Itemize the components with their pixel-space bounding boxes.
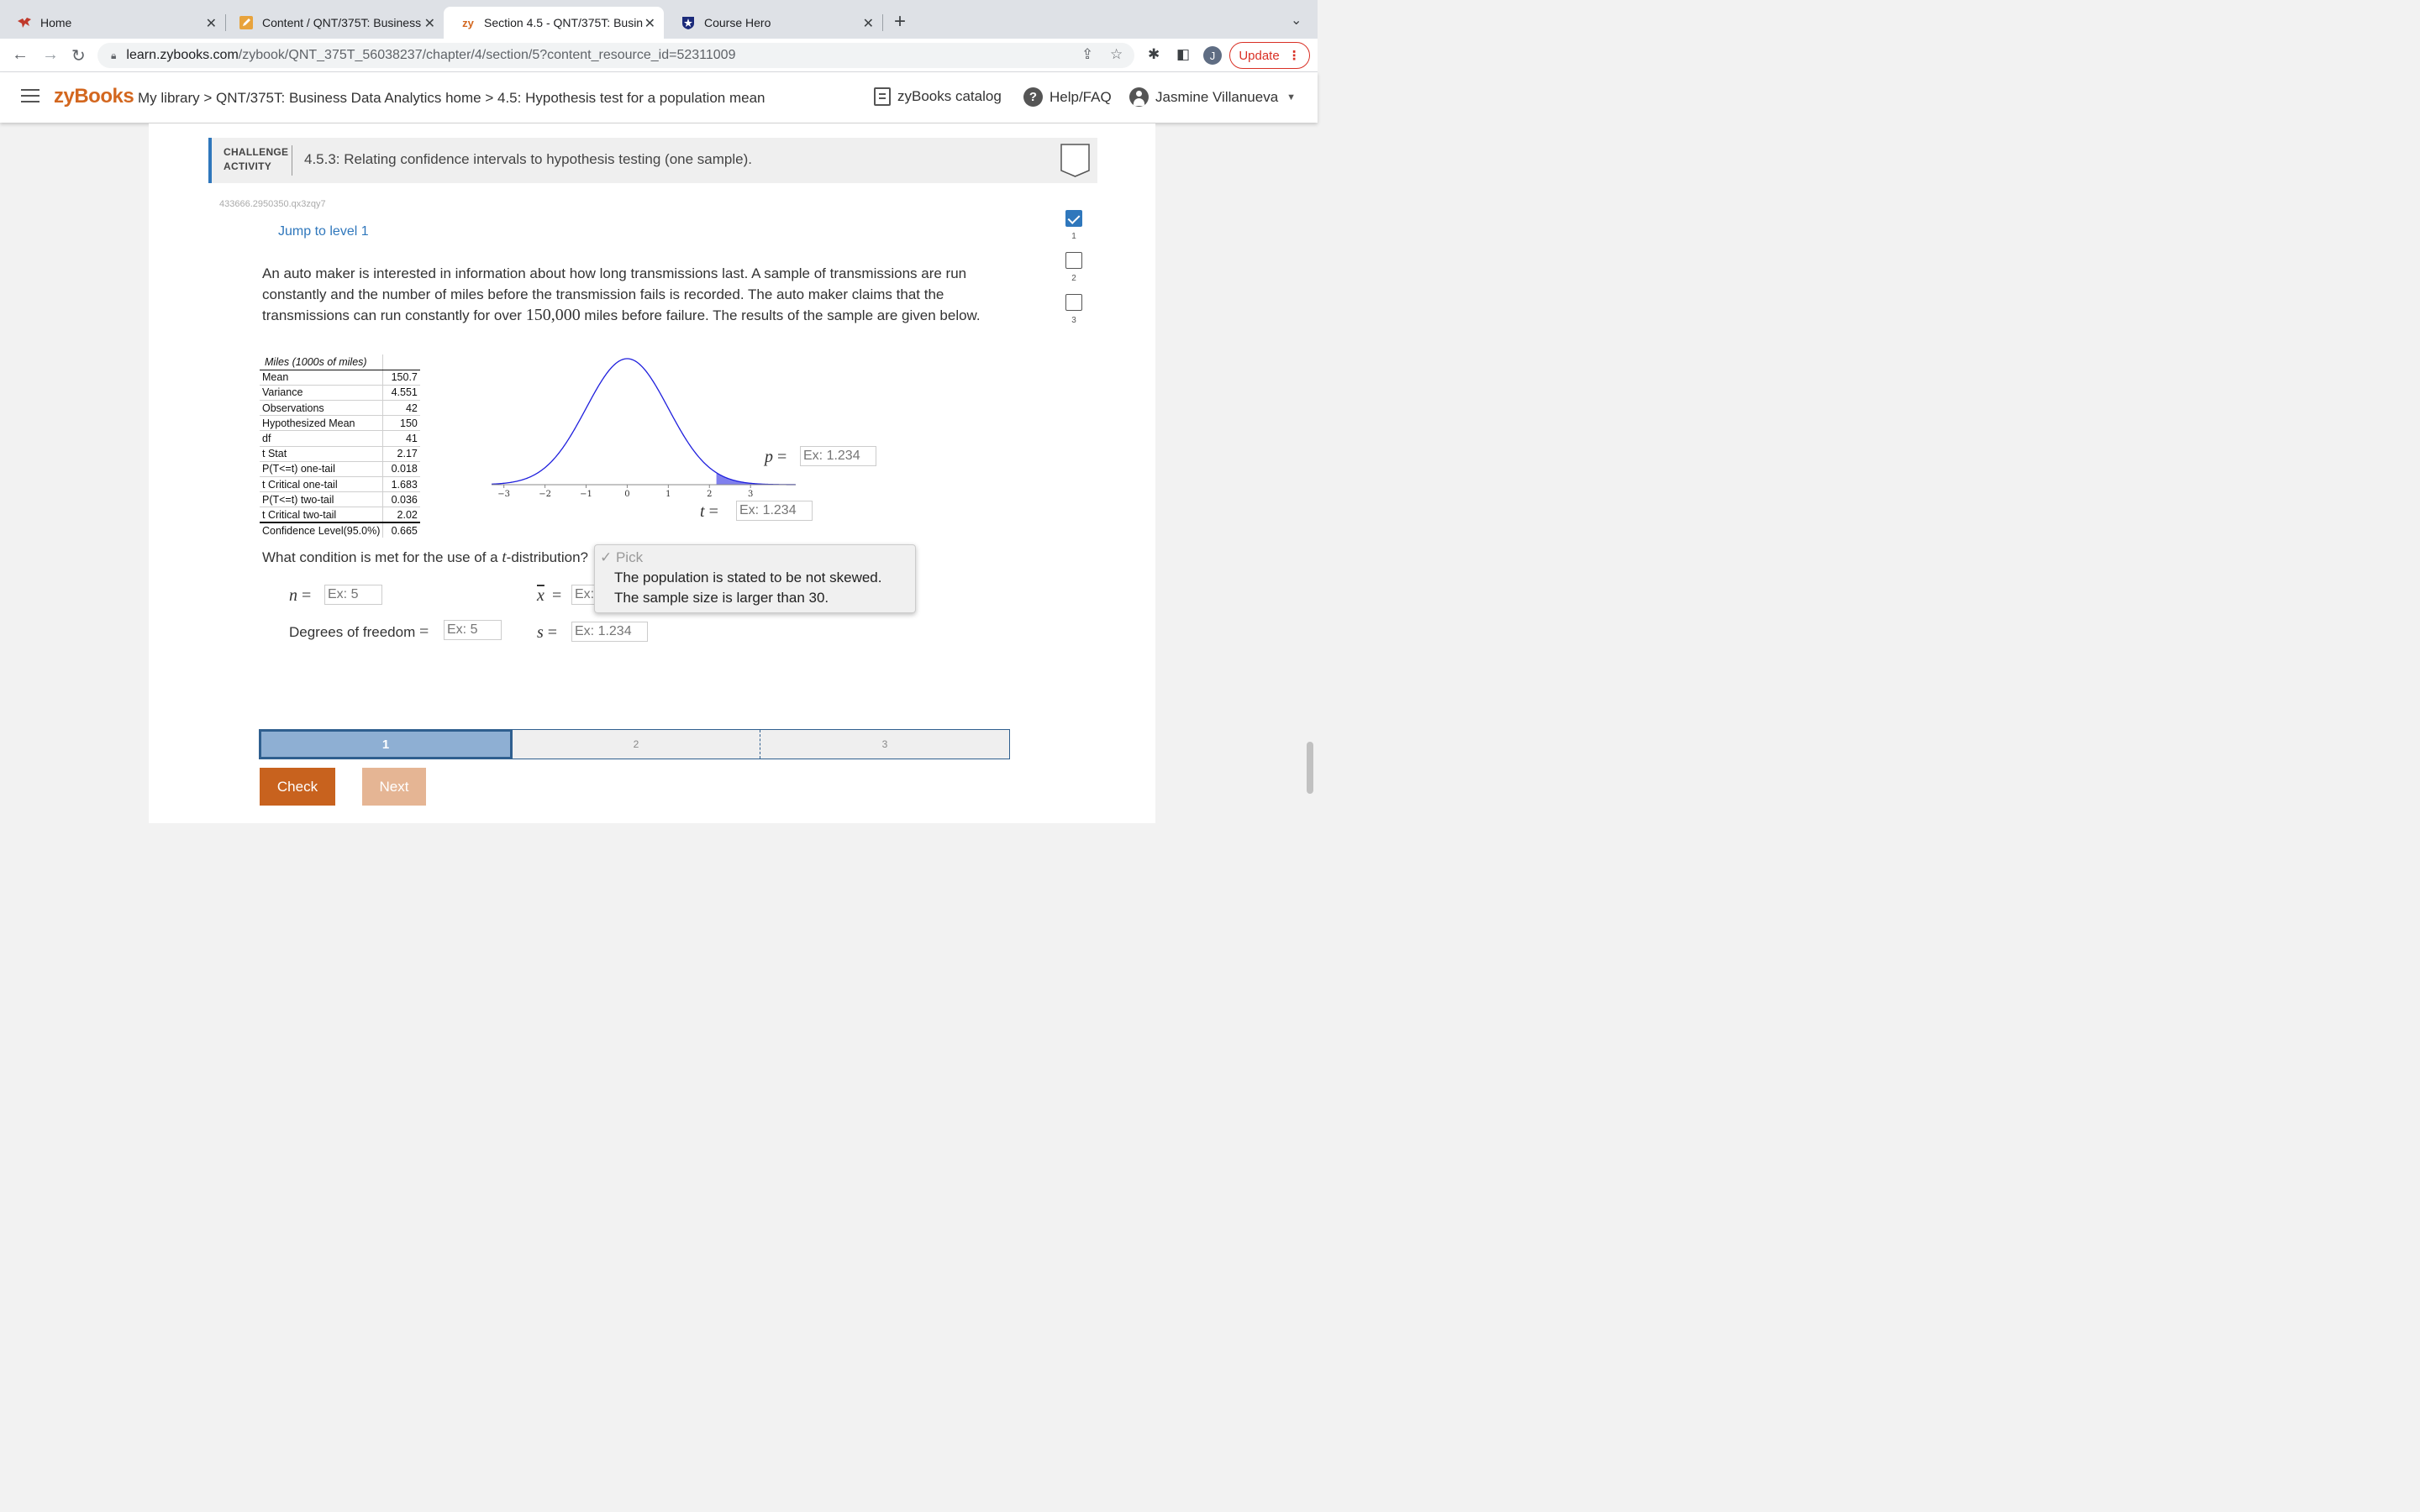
url-domain: learn.zybooks.com	[126, 48, 239, 62]
row-label: Variance	[260, 385, 383, 400]
table-row	[260, 461, 420, 476]
close-icon[interactable]: ✕	[424, 17, 435, 31]
pencil-icon	[239, 15, 254, 30]
x-tick-label: −1	[580, 490, 592, 499]
row-label: Mean	[260, 370, 383, 385]
check-button[interactable]: Check	[260, 768, 335, 806]
share-icon[interactable]: ⇪	[1081, 46, 1094, 62]
row-label: P(T<=t) one-tail	[260, 461, 383, 476]
level-number: 3	[1071, 316, 1076, 325]
xbar-symbol: $\overline{x}$	[537, 586, 544, 605]
lock-icon: 🔒︎	[111, 49, 117, 61]
next-button[interactable]: Next	[362, 768, 426, 806]
star-icon[interactable]: ☆	[1110, 46, 1123, 62]
user-icon	[1129, 87, 1149, 107]
x-tick-label: 1	[666, 490, 671, 499]
caret-down-icon: ▼	[1286, 92, 1297, 102]
sample-sd-input[interactable]	[571, 622, 648, 642]
row-value: 0.018	[383, 461, 420, 476]
browser-tab-bar	[0, 0, 1318, 39]
table-row	[260, 416, 420, 431]
row-value: 1.683	[383, 477, 420, 492]
zy-icon: zy	[462, 16, 474, 29]
help-label: Help/FAQ	[1050, 88, 1112, 105]
row-value: 0.036	[383, 492, 420, 507]
tab-separator	[882, 14, 883, 31]
summary-stats-table	[260, 354, 420, 538]
x-tick-label: 2	[707, 490, 713, 499]
t-label	[700, 502, 718, 522]
condition-dropdown[interactable]	[594, 544, 916, 613]
row-value: 150.7	[383, 370, 420, 385]
url-field[interactable]	[97, 43, 1134, 68]
forward-icon[interactable]: →	[42, 45, 59, 64]
table-row	[260, 522, 420, 538]
problem-text	[262, 264, 1010, 327]
close-icon[interactable]: ✕	[644, 17, 655, 31]
dropdown-placeholder: ✓ Pick	[600, 549, 644, 565]
row-label: t Stat	[260, 446, 383, 461]
row-value: 4.551	[383, 385, 420, 400]
equals-sign: =	[708, 502, 718, 521]
progress-segment-1[interactable]: 1	[259, 729, 513, 759]
p-value-input[interactable]	[800, 446, 876, 466]
url-path: /zybook/QNT_375T_56038237/chapter/4/section/5?content_resource_id=52311009	[238, 48, 736, 62]
level-2-checkbox[interactable]	[1065, 252, 1082, 269]
level-1-checkbox[interactable]	[1065, 210, 1082, 227]
help-icon: ?	[1023, 87, 1043, 107]
menu-icon: ⋮	[1287, 49, 1301, 63]
level-number: 1	[1071, 232, 1076, 241]
equals-sign: =	[418, 622, 429, 641]
t-stat-input[interactable]	[736, 501, 813, 521]
new-tab-icon[interactable]: +	[894, 10, 907, 33]
equals-sign: =	[547, 623, 558, 642]
profile-avatar[interactable]: J	[1203, 46, 1222, 65]
row-value: 150	[383, 416, 420, 431]
row-value: 41	[383, 431, 420, 446]
table-row	[260, 492, 420, 507]
row-label: P(T<=t) two-tail	[260, 492, 383, 507]
table-row	[260, 401, 420, 416]
equals-sign: =	[552, 586, 562, 605]
t-distribution-chart	[492, 354, 798, 501]
breadcrumb[interactable]: My library > QNT/375T: Business Data Analytics home > 4.5: Hypothesis test for a population mean	[138, 90, 765, 106]
x-tick-label: 3	[748, 490, 754, 499]
row-value: 2.17	[383, 446, 420, 461]
question-text	[262, 549, 588, 567]
level-number: 2	[1071, 274, 1076, 283]
table-row	[260, 477, 420, 492]
table-row	[260, 431, 420, 446]
side-panel-icon[interactable]: ◧	[1176, 46, 1191, 62]
row-label: Observations	[260, 401, 383, 416]
eagle-icon	[17, 15, 32, 30]
row-label: Confidence Level(95.0%)	[260, 522, 383, 538]
x-tick-label: 0	[624, 490, 630, 499]
tab-home[interactable]	[0, 7, 225, 39]
df-label	[289, 622, 429, 642]
table-row	[260, 385, 420, 400]
completion-badge-icon	[1060, 144, 1090, 177]
activity-type-line1: CHALLENGE	[224, 146, 289, 158]
n-symbol: n	[289, 586, 297, 605]
tab-title: Course Hero	[704, 16, 771, 29]
extensions-icon[interactable]: ✱	[1148, 46, 1160, 62]
x-tick-label: −3	[497, 490, 511, 499]
row-value: 0.665	[383, 522, 420, 538]
equals-sign: =	[302, 586, 312, 605]
tab-course-hero[interactable]	[664, 7, 882, 39]
level-indicator	[1065, 210, 1083, 336]
catalog-link[interactable]	[874, 87, 1002, 106]
t-symbol: t	[700, 502, 705, 521]
tab-section[interactable]	[444, 7, 664, 39]
progress-segment-2[interactable]: 2	[633, 738, 639, 750]
density-curve	[492, 359, 796, 485]
sample-size-input[interactable]	[324, 585, 382, 605]
xbar-label	[537, 586, 544, 606]
progress-segment-3[interactable]: 3	[881, 738, 888, 750]
tab-title: Content / QNT/375T: Business	[262, 16, 422, 29]
user-name: Jasmine Villanueva	[1155, 88, 1279, 105]
question-part: -distribution?	[506, 549, 588, 565]
content-card	[149, 123, 1155, 823]
degrees-of-freedom-input[interactable]	[444, 620, 502, 640]
row-label: t Critical two-tail	[260, 507, 383, 522]
level-3-checkbox[interactable]	[1065, 294, 1082, 311]
catalog-label: zyBooks catalog	[897, 88, 1002, 104]
table-header-empty	[383, 354, 420, 370]
activity-title: 4.5.3: Relating confidence intervals to hypothesis testing (one sample).	[304, 151, 752, 167]
table-header-row	[260, 354, 420, 370]
level-progress-bar	[259, 729, 1010, 759]
row-label: t Critical one-tail	[260, 477, 383, 492]
chevron-down-icon[interactable]: ⌄	[1291, 13, 1302, 28]
table-row	[260, 370, 420, 385]
page-scrollbar[interactable]	[1307, 742, 1313, 794]
question-italic: t	[502, 549, 507, 566]
address-bar	[0, 39, 1318, 72]
row-value: 2.02	[383, 507, 420, 522]
tab-title: Section 4.5 - QNT/375T: Busin	[484, 16, 644, 29]
zybooks-logo[interactable]: zyBooks	[54, 85, 134, 108]
dropdown-option[interactable]: The population is stated to be not skewed.	[614, 570, 882, 585]
hamburger-menu-icon[interactable]	[21, 89, 39, 107]
close-icon[interactable]: ✕	[862, 17, 874, 31]
table-row	[260, 446, 420, 461]
x-tick-label: −2	[539, 490, 551, 499]
df-text: Degrees of freedom	[289, 624, 416, 640]
back-icon[interactable]: ←	[12, 45, 29, 64]
star-shield-icon	[681, 15, 696, 30]
question-part: What condition is met for the use of a	[262, 549, 502, 565]
update-button[interactable]	[1229, 42, 1310, 69]
challenge-activity-header	[208, 138, 1097, 183]
n-label	[289, 586, 311, 606]
problem-text-part: miles before failure. The results of the sample are given below.	[580, 307, 981, 323]
row-value: 42	[383, 401, 420, 416]
p-label	[765, 448, 786, 467]
catalog-icon	[874, 87, 891, 106]
table-row	[260, 507, 420, 522]
jump-to-level-link[interactable]: Jump to level 1	[278, 224, 369, 239]
reload-icon[interactable]: ↻	[71, 47, 86, 66]
user-menu[interactable]	[1129, 87, 1296, 107]
activity-type-line2: ACTIVITY	[224, 160, 272, 172]
row-label: Hypothesized Mean	[260, 416, 383, 431]
s-label	[537, 623, 557, 643]
update-label: Update	[1239, 48, 1280, 63]
close-icon[interactable]: ✕	[205, 17, 217, 31]
p-symbol: p	[765, 448, 773, 466]
table-header: Miles (1000s of miles)	[260, 354, 383, 370]
dropdown-option[interactable]: The sample size is larger than 30.	[614, 590, 829, 606]
row-label: df	[260, 431, 383, 446]
help-link[interactable]	[1023, 87, 1112, 107]
problem-text-part: An auto maker is interested in information about how long transmissions last. A sample of transmissions are run constantly and the number of miles before the transmission fails is recorded. The auto maker claims that the transmissions can run constantly for over	[262, 265, 967, 323]
zybooks-header	[0, 72, 1318, 123]
s-symbol: s	[537, 623, 544, 642]
equals-sign: =	[777, 448, 787, 466]
tab-title: Home	[40, 16, 72, 29]
activity-type	[224, 145, 288, 174]
xbar-equals	[552, 586, 561, 606]
claim-value: 150,000	[525, 306, 581, 324]
activity-id: 433666.2950350.qx3zqy7	[219, 199, 326, 209]
tab-content[interactable]	[222, 7, 444, 39]
